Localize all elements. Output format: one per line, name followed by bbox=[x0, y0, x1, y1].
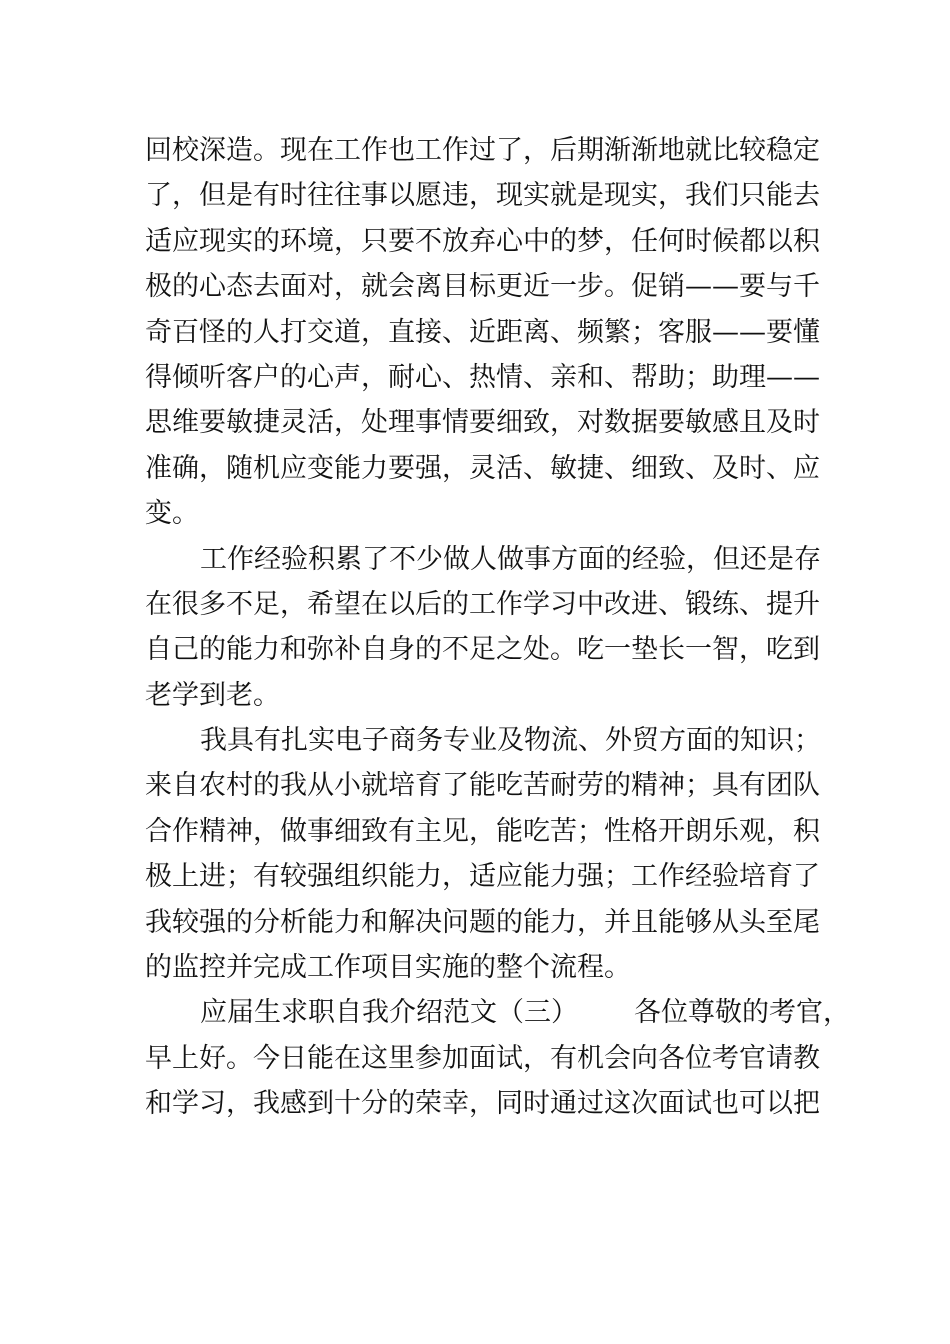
text-line: 早上好。今日能在这里参加面试，有机会向各位考官请教 bbox=[145, 1042, 820, 1074]
text-line: 来自农村的我从小就培育了能吃苦耐劳的精神；具有团队 bbox=[145, 770, 820, 802]
text-line: 得倾听客户的心声，耐心、热情、亲和、帮助；助理—— bbox=[145, 361, 820, 393]
text-line: 奇百怪的人打交道，直接、近距离、频繁；客服——要懂 bbox=[145, 316, 820, 348]
text-line: 变。 bbox=[145, 498, 199, 530]
text-line: 我具有扎实电子商务专业及物流、外贸方面的知识； bbox=[200, 725, 821, 757]
text-line: 回校深造。现在工作也工作过了，后期渐渐地就比较稳定 bbox=[145, 135, 820, 166]
paragraph-4 bbox=[145, 990, 850, 1126]
text-line: 和学习，我感到十分的荣幸，同时通过这次面试也可以把 bbox=[145, 1088, 820, 1120]
heading-line bbox=[145, 990, 850, 1035]
text-line: 了，但是有时往往事以愿违，现实就是现实，我们只能去 bbox=[145, 180, 820, 212]
text-line: 在很多不足，希望在以后的工作学习中改进、锻练、提升 bbox=[145, 588, 820, 620]
text-line: 的监控并完成工作项目实施的整个流程。 bbox=[145, 952, 631, 984]
text-line: 思维要敏捷灵活，处理事情要细致，对数据要敏感且及时 bbox=[145, 407, 820, 439]
text-line: 准确，随机应变能力要强，灵活、敏捷、细致、及时、应 bbox=[145, 452, 820, 484]
section-heading: 应届生求职自我介绍范文（三） bbox=[200, 997, 578, 1029]
text-line: 我较强的分析能力和解决问题的能力，并且能够从头至尾 bbox=[145, 906, 820, 938]
text-line: 适应现实的环境，只要不放弃心中的梦，任何时候都以积 bbox=[145, 225, 820, 257]
text-line: 自己的能力和弥补自身的不足之处。吃一垫长一智，吃到 bbox=[145, 634, 820, 666]
document-body bbox=[145, 128, 850, 1127]
text-line: 极上进；有较强组织能力，适应能力强；工作经验培育了 bbox=[145, 861, 820, 893]
text-line: 老学到老。 bbox=[145, 679, 280, 711]
paragraph-3 bbox=[145, 718, 821, 990]
text-line: 极的心态去面对，就会离目标更近一步。促销——要与千 bbox=[145, 271, 820, 303]
text-line: 工作经验积累了不少做人做事方面的经验，但还是存 bbox=[200, 543, 821, 575]
heading-tail: 各位尊敬的考官， bbox=[634, 997, 850, 1029]
text-line: 合作精神，做事细致有主见，能吃苦；性格开朗乐观，积 bbox=[145, 815, 820, 847]
paragraph-2 bbox=[145, 537, 821, 719]
paragraph-1 bbox=[145, 128, 820, 537]
